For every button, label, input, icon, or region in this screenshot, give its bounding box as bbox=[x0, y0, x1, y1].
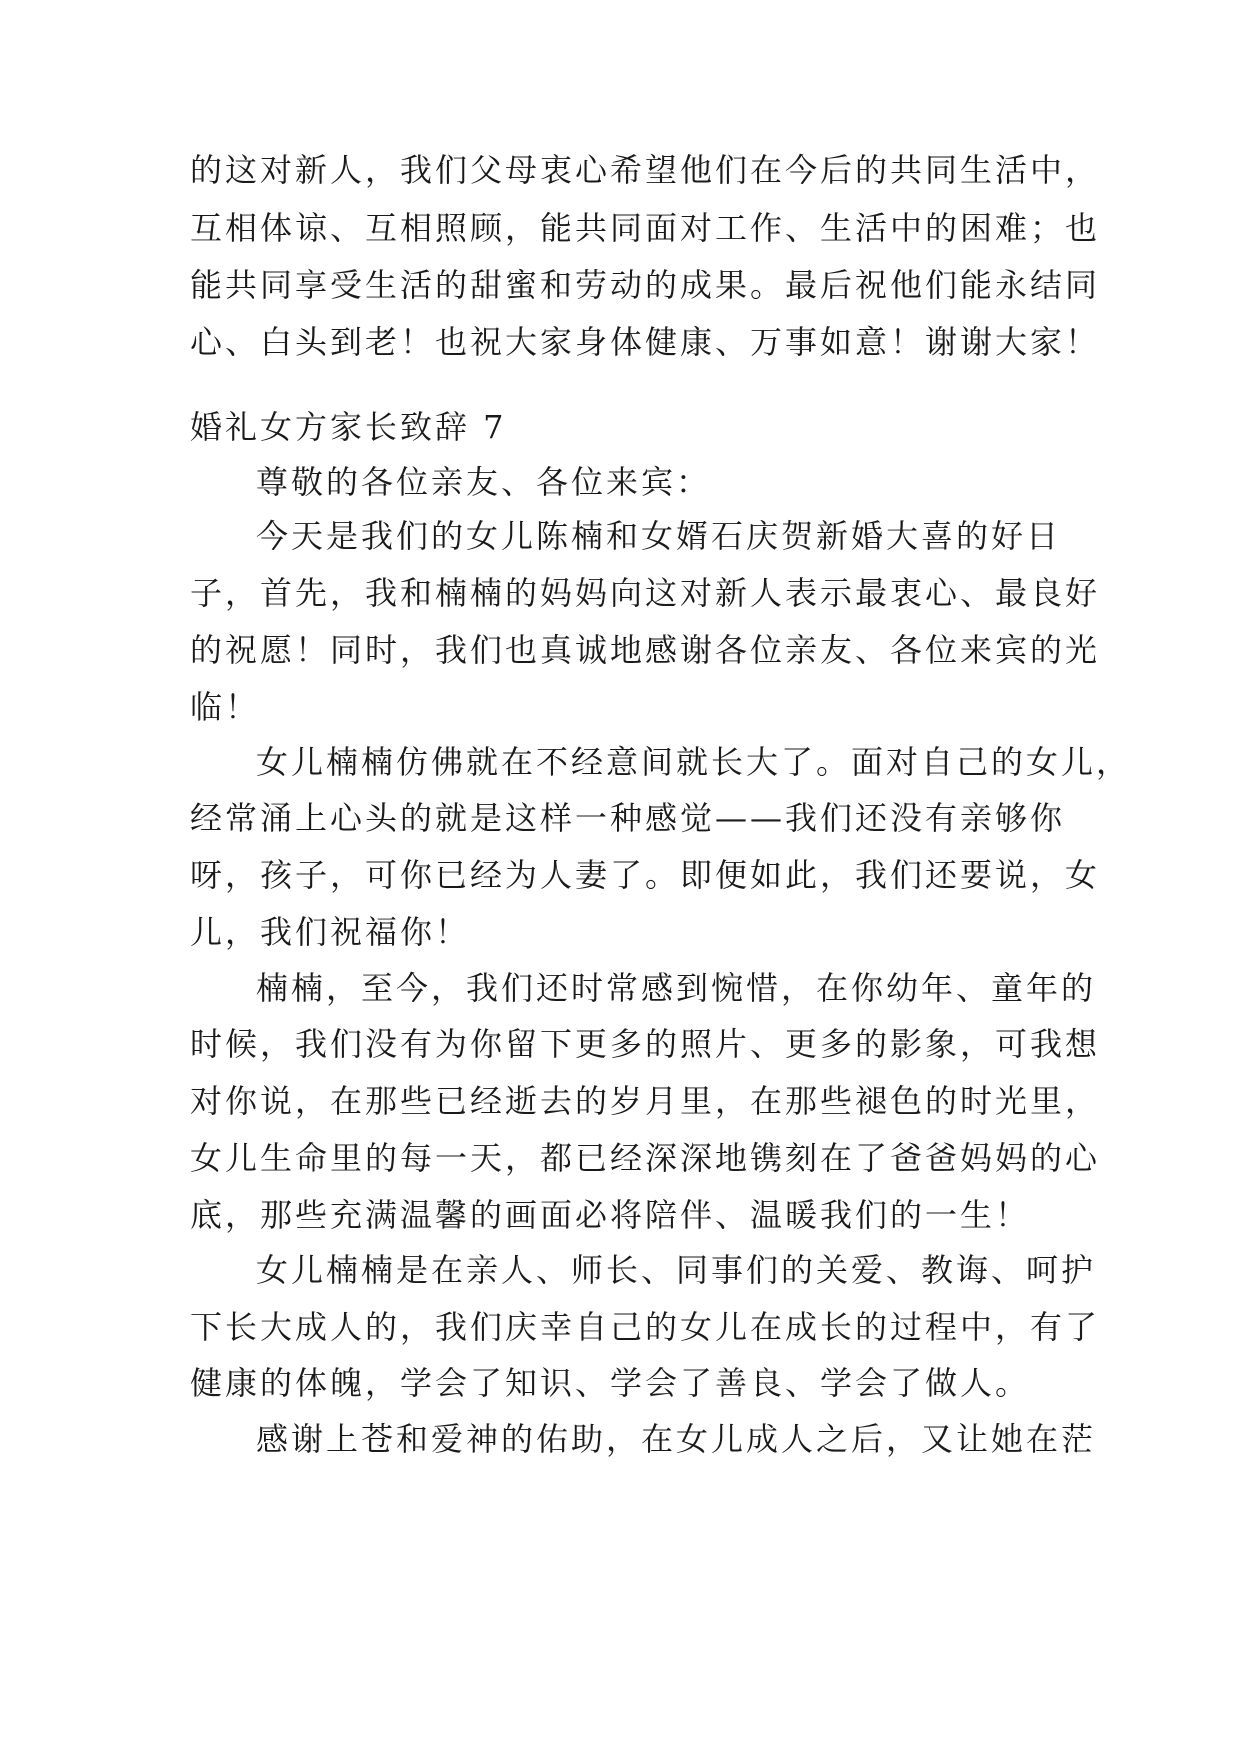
section-heading: 婚礼女方家长致辞 7 bbox=[190, 408, 507, 446]
paragraph-line: 今天是我们的女儿陈楠和女婿石庆贺新婚大喜的好日 bbox=[256, 517, 1062, 555]
paragraph-line: 健康的体魄，学会了知识、学会了善良、学会了做人。 bbox=[190, 1364, 1031, 1402]
paragraph-line: 呀，孩子，可你已经为人妻了。即便如此，我们还要说，女 bbox=[190, 856, 1101, 894]
paragraph-line: 女儿生命里的每一天，都已经深深地镌刻在了爸爸妈妈的心 bbox=[190, 1139, 1101, 1177]
paragraph-line: 能共同享受生活的甜蜜和劳动的成果。最后祝他们能永结同 bbox=[190, 266, 1101, 304]
paragraph-line: 子，首先，我和楠楠的妈妈向这对新人表示最衷心、最良好 bbox=[190, 574, 1101, 612]
paragraph-line: 对你说，在那些已经逝去的岁月里，在那些褪色的时光里， bbox=[190, 1082, 1101, 1120]
paragraph-line: 的祝愿！同时，我们也真诚地感谢各位亲友、各位来宾的光 bbox=[190, 631, 1101, 669]
paragraph-line: 感谢上苍和爱神的佑助，在女儿成人之后，又让她在茫 bbox=[256, 1420, 1097, 1458]
paragraph-line: 经常涌上心头的就是这样一种感觉——我们还没有亲够你 bbox=[190, 799, 1066, 837]
paragraph-line: 女儿楠楠仿佛就在不经意间就长大了。面对自己的女儿， bbox=[256, 743, 1132, 781]
paragraph-line: 时候，我们没有为你留下更多的照片、更多的影象，可我想 bbox=[190, 1025, 1101, 1063]
paragraph-line: 互相体谅、互相照顾，能共同面对工作、生活中的困难；也 bbox=[190, 209, 1101, 247]
paragraph-line: 临！ bbox=[190, 688, 261, 726]
paragraph-line: 下长大成人的，我们庆幸自己的女儿在成长的过程中，有了 bbox=[190, 1308, 1101, 1346]
paragraph-line: 底，那些充满温馨的画面必将陪伴、温暖我们的一生！ bbox=[190, 1196, 1031, 1234]
paragraph-line: 儿，我们祝福你！ bbox=[190, 913, 471, 951]
paragraph-line: 的这对新人，我们父母衷心希望他们在今后的共同生活中， bbox=[190, 151, 1101, 189]
salutation: 尊敬的各位亲友、各位来宾： bbox=[256, 463, 712, 501]
paragraph-line: 女儿楠楠是在亲人、师长、同事们的关爱、教诲、呵护 bbox=[256, 1251, 1097, 1289]
paragraph-line: 楠楠，至今，我们还时常感到惋惜，在你幼年、童年的 bbox=[256, 969, 1097, 1007]
paragraph-line: 心、白头到老！也祝大家身体健康、万事如意！谢谢大家！ bbox=[190, 323, 1101, 361]
